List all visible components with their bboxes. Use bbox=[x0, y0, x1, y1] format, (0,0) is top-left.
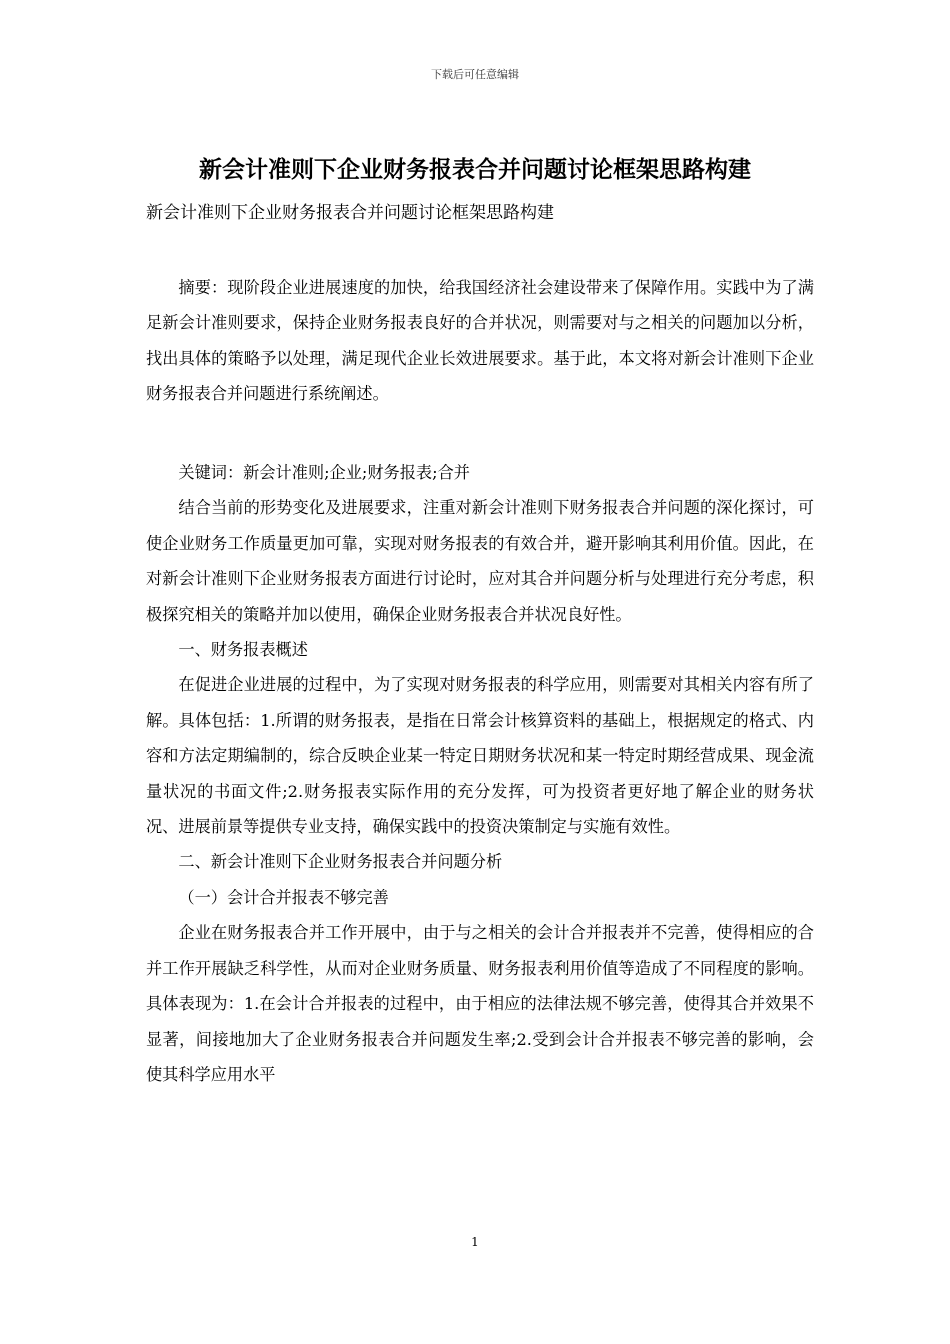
intro-paragraph: 结合当前的形势变化及进展要求，注重对新会计准则下财务报表合并问题的深化探讨，可使企业财务工作质量更加可靠，实现对财务报表的有效合并，避开影响其利用价值。因此，在对新会计准则下企业财务报表方面进行讨论时，应对其合并问题分析与处理进行充分考虑，积极探究相关的策略并加以使用，确保企业财务报表合并状况良好性。 bbox=[146, 498, 814, 624]
page-number: 1 bbox=[471, 1235, 479, 1249]
document-subtitle: 新会计准则下企业财务报表合并问题讨论框架思路构建 bbox=[146, 203, 554, 223]
abstract-section bbox=[146, 270, 814, 412]
subsection-1-paragraph: 企业在财务报表合并工作开展中，由于与之相关的会计合并报表并不完善，使得相应的合并工作开展缺乏科学性，从而对企业财务质量、财务报表利用价值等造成了不同程度的影响。具体表现为：1.在会计合并报表的过程中，由于相应的法律法规不够完善，使得其合并效果不显著，间接地加大了企业财务报表合并问题发生率;2.受到会计合并报表不够完善的影响，会使其科学应用水平 bbox=[146, 923, 814, 1084]
abstract-paragraph: 摘要：现阶段企业进展速度的加快，给我国经济社会建设带来了保障作用。实践中为了满足新会计准则要求，保持企业财务报表良好的合并状况，则需要对与之相关的问题加以分析，找出具体的策略予以处理，满足现代企业长效进展要求。基于此，本文将对新会计准则下企业财务报表合并问题进行系统阐述。 bbox=[146, 278, 814, 404]
subsection-1-heading: （一）会计合并报表不够完善 bbox=[178, 887, 389, 907]
section-1-heading: 一、财务报表概述 bbox=[178, 640, 308, 660]
section-1-paragraph: 在促进企业进展的过程中，为了实现对财务报表的科学应用，则需要对其相关内容有所了解。具体包括：1.所谓的财务报表，是指在日常会计核算资料的基础上，根据规定的格式、内容和方法定期编制的，综合反映企业某一特定日期财务状况和某一特定时期经营成果、现金流量状况的书面文件;2.财务报表实际作用的充分发挥，可为投资者更好地了解企业的财务状况、进展前景等提供专业支持，确保实践中的投资决策制定与实施有效性。 bbox=[146, 675, 814, 837]
keywords-line: 关键词：新会计准则;企业;财务报表;合并 bbox=[178, 463, 470, 482]
main-body bbox=[146, 455, 814, 1092]
header-note: 下载后可任意编辑 bbox=[431, 68, 519, 81]
document-title: 新会计准则下企业财务报表合并问题讨论框架思路构建 bbox=[199, 156, 751, 183]
section-2-heading: 二、新会计准则下企业财务报表合并问题分析 bbox=[178, 852, 503, 872]
